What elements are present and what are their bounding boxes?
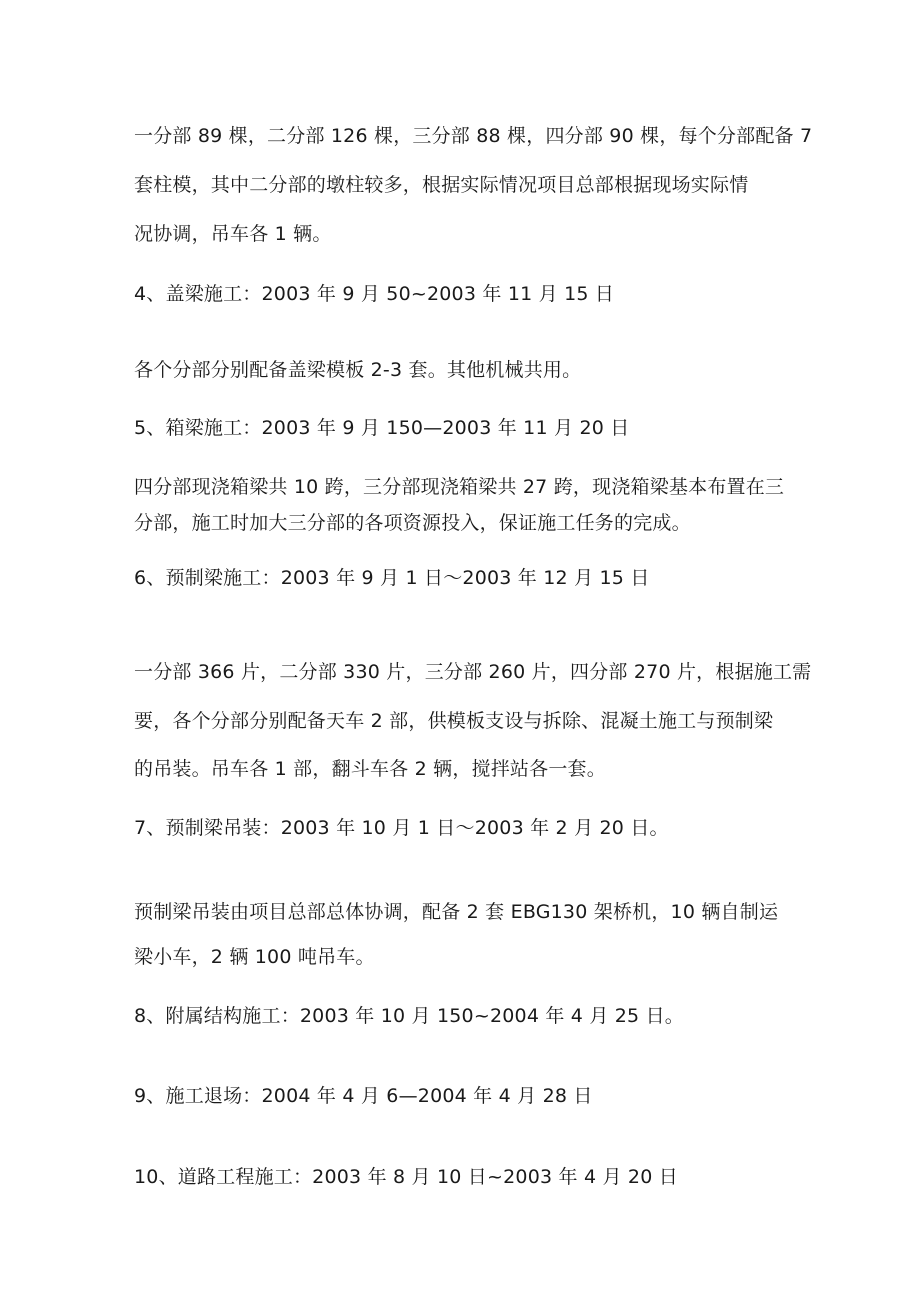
paragraph-line: 一分部 366 片，二分部 330 片，三分部 260 片，四分部 270 片，根据施工需 (134, 661, 812, 683)
paragraph-line: 一分部 89 棵，二分部 126 棵，三分部 88 棵，四分部 90 棵，每个分部配备 7 (134, 125, 813, 147)
paragraph-line: 梁小车，2 辆 100 吨吊车。 (134, 946, 375, 968)
section-heading: 7、预制梁吊装：2003 年 10 月 1 日〜2003 年 2 月 20 日。 (134, 817, 669, 839)
paragraph-line: 套柱模，其中二分部的墩柱较多，根据实际情况项目总部根据现场实际情 (134, 174, 749, 196)
section-heading: 9、施工退场：2004 年 4 月 6—2004 年 4 月 28 日 (134, 1085, 593, 1107)
paragraph-line: 的吊装。吊车各 1 部，翻斗车各 2 辆，搅拌站各一套。 (134, 758, 606, 780)
paragraph-line: 分部，施工时加大三分部的各项资源投入，保证施工任务的完成。 (134, 512, 691, 534)
section-heading: 6、预制梁施工：2003 年 9 月 1 日〜2003 年 12 月 15 日 (134, 567, 650, 589)
section-heading: 10、道路工程施工：2003 年 8 月 10 日~2003 年 4 月 20 日 (134, 1166, 678, 1188)
paragraph-line: 要，各个分部分别配备天车 2 部，供模板支设与拆除、混凝土施工与预制梁 (134, 710, 774, 732)
section-heading: 8、附属结构施工：2003 年 10 月 150~2004 年 4 月 25 日。 (134, 1005, 684, 1027)
section-heading: 5、箱梁施工：2003 年 9 月 150—2003 年 11 月 20 日 (134, 417, 630, 439)
paragraph-line: 预制梁吊装由项目总部总体协调，配备 2 套 EBG130 架桥机，10 辆自制运 (134, 901, 779, 923)
paragraph-line: 况协调，吊车各 1 辆。 (134, 223, 332, 245)
section-heading: 4、盖梁施工：2003 年 9 月 50~2003 年 11 月 15 日 (134, 283, 615, 305)
paragraph-line: 四分部现浇箱梁共 10 跨，三分部现浇箱梁共 27 跨，现浇箱梁基本布置在三 (134, 476, 785, 498)
paragraph-line: 各个分部分别配备盖梁模板 2-3 套。其他机械共用。 (134, 359, 582, 381)
